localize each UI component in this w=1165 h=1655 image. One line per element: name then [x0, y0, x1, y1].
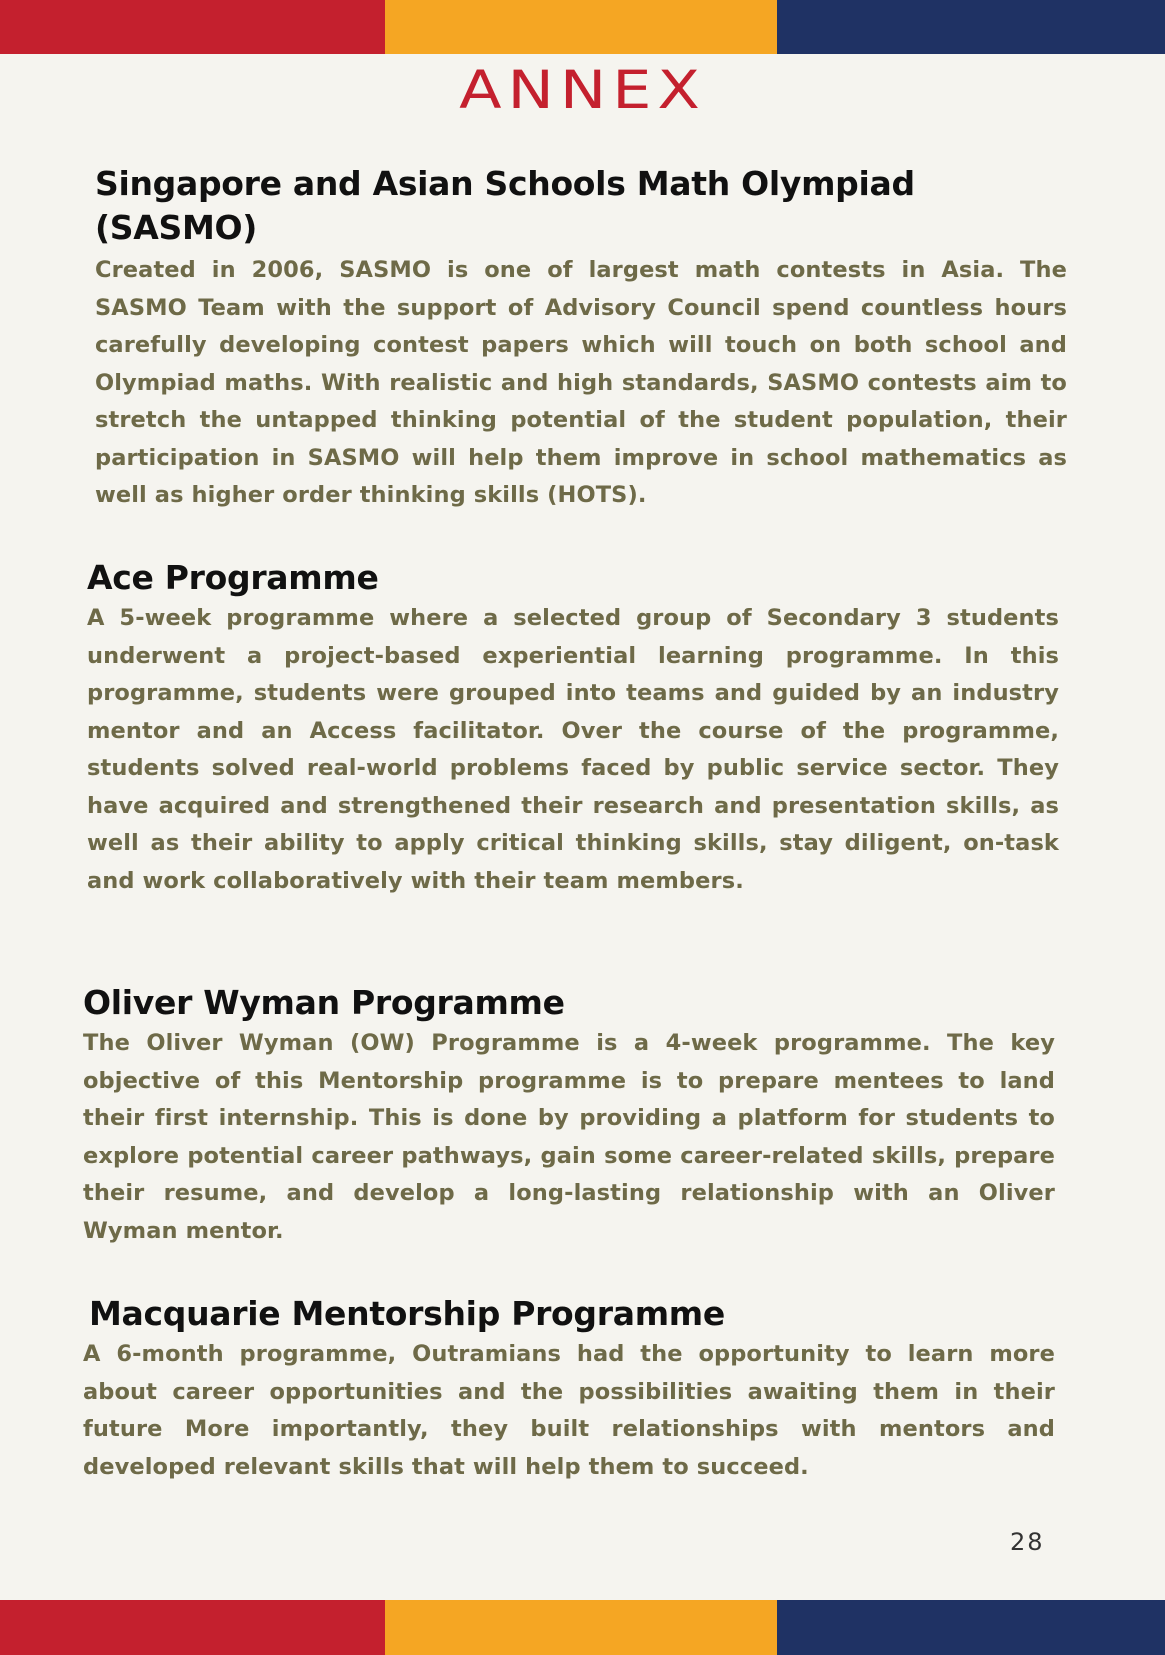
page-number: 28 — [1010, 1528, 1045, 1556]
section-body: A 6-month programme, Outramians had the opportunity to learn more about career opportunities and the possibilities awaiting them in their future More importantly, they built relationships with mentors and developed relevant skills that will help them to succeed. — [83, 1341, 1055, 1480]
section-heading: Singapore and Asian Schools Math Olympiad (SASMO) — [95, 164, 915, 247]
top-color-bar — [0, 0, 1165, 54]
bottom-bar-navy-segment — [777, 1600, 1165, 1655]
top-bar-navy-segment — [777, 0, 1165, 54]
section-body: The Oliver Wyman (OW) Programme is a 4-week programme. The key objective of this Mentorship programme is to prepare mentees to land their first internship. This is done by providing a platform for students to explore potential career pathways, gain some career-related skills, prepare their resume, and develop a long-lasting relationship with an Oliver Wyman mentor. — [83, 1030, 1055, 1244]
top-bar-yellow-segment — [385, 0, 777, 54]
section-body: Created in 2006, SASMO is one of largest math contests in Asia. The SASMO Team with the support of Advisory Council spend countless hours carefully developing contest papers which will touch on both school and Olympiad maths. With realistic and high standards, SASMO contests aim to stretch the untapped thinking potential of the student population, their participation in SASMO will help them improve in school mathematics as well as higher order thinking skills (HOTS). — [95, 257, 1067, 508]
section-heading: Ace Programme — [87, 558, 379, 597]
section-ace-programme — [87, 556, 1059, 900]
section-heading: Macquarie Mentorship Programme — [89, 1294, 725, 1333]
section-macquarie-mentorship-programme — [83, 1292, 1055, 1486]
section-oliver-wyman-programme — [83, 981, 1055, 1250]
bottom-bar-red-segment — [0, 1600, 385, 1655]
section-heading: Oliver Wyman Programme — [83, 983, 565, 1022]
page-title: ANNEX — [459, 58, 706, 121]
section-body: A 5-week programme where a selected group of Secondary 3 students underwent a project-based experiential learning programme. In this programme, students were grouped into teams and guided by an industry mentor and an Access facilitator. Over the course of the programme, students solved real-world problems faced by public service sector. They have acquired and strengthened their research and presentation skills, as well as their ability to apply critical thinking skills, stay diligent, on-task and work collaboratively with their team members. — [87, 605, 1059, 894]
top-bar-red-segment — [0, 0, 385, 54]
section-sasmo — [95, 162, 1067, 515]
bottom-bar-yellow-segment — [385, 1600, 777, 1655]
bottom-color-bar — [0, 1600, 1165, 1655]
